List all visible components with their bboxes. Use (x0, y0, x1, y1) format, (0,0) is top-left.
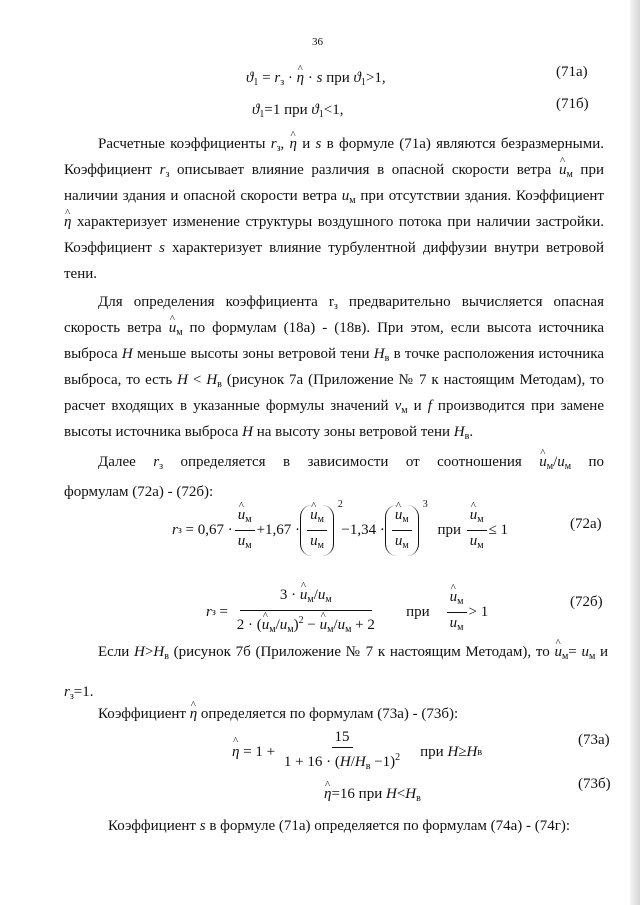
para1-line5: Коэффициент s характеризует влияние турбулентной диффузии внутри ветровой (64, 240, 604, 256)
para4-line1: Если $H>H_в$ (рисунок 7б (Приложение № 7 к настоящим Методам), то ^ $u_м= u_м$ и (98, 642, 608, 667)
para1-line3: наличии здания и опасной скорости ветра $u_м$ при отсутствии здания. Коэффициент (64, 188, 604, 206)
para3-line2: формулам (72а) - (72б): (64, 484, 214, 500)
scan-edge (630, 0, 640, 905)
para5-line1: Коэффициент ^ η определяется по формулам (73а) - (73б): (98, 704, 458, 724)
para4-line2: $r_з=1$. (64, 684, 94, 702)
equation-number-71a: (71а) (556, 64, 588, 80)
para2-line5: расчет входящих в указанные формулы значений $v_м$ и f производится при замене (64, 398, 604, 416)
para2-line2: скорость ветра ^ $u_м$ по формулам (18а) - (18в). При этом, если высота источника (64, 318, 604, 343)
para6-line1: Коэффициент s в формуле (71а) определяется по формулам (74а) - (74г): (108, 818, 571, 834)
page-number: 36 (312, 36, 323, 48)
para1-line2: Коэффициент $r_з$ описывает влияние различия в опасной скорости ветра ^ $u_м$ при (64, 160, 604, 185)
para1-line4: ^ η характеризует изменение структуры воздушного потока при наличии застройки. (64, 212, 604, 232)
para1-line1: Расчетные коэффициенты $r_з$, ^ η и s в формуле (71а) являются безразмерными. (98, 134, 604, 159)
para2-line6: высоты источника выброса H на высоту зоны ветровой тени $H_в$. (64, 424, 474, 442)
equation-number-71b: (71б) (556, 96, 589, 112)
para1-line6: тени. (64, 266, 98, 282)
equation-71b: $ϑ_1=1$ при $ϑ_1<1$, (252, 102, 344, 120)
equation-72b: r з = $\frac{3 \cdot \^{} u_м/u_м}{2 \cdot (\^{} u_м/u_м)^2 - \^{} u_м/u_м + 2}$ при ^ $\frac{u_м}{u_м}$ > 1 (206, 586, 488, 638)
equation-number-72a: (72а) (570, 516, 602, 532)
equation-number-72b: (72б) (570, 594, 603, 610)
para2-line1: Для определения коэффициента $r_з$ предварительно вычисляется опасная (98, 294, 604, 312)
equation-72a: r з = 0,67 · ^ $\frac{u_м}{u_м}$ +1,67 · ^ $\frac{u_м}{u_м}$ 2 −1,34 · ^ $\frac{u_м}{u_м}$ 3 при ^ $\frac{u_м}{u_м}$ ≤ 1 (172, 504, 508, 556)
para2-line3: выброса H меньше высоты зоны ветровой тени $H_в$ в точке расположения источника (64, 346, 604, 364)
equation-number-73b: (73б) (578, 776, 611, 792)
equation-71a: $ϑ_1 = r_з$ · ^ η · s при $ϑ_1>1$, (246, 68, 386, 93)
para3-line1: Далее $r_з$ определяется в зависимости от соотношения ^ $u_м/u_м$ по (98, 452, 604, 477)
equation-73b: ^ η=16 при $H<H_в$ (324, 784, 421, 809)
equation-73a: ^ η = 1 + $\frac{15}{1 + 16 \cdot (H/H_в -1)^2}$ при H ≥ H в (232, 728, 482, 776)
equation-number-73a: (73а) (578, 732, 610, 748)
para2-line4: выброса, то есть $H < H_в$ (рисунок 7а (Приложение № 7 к настоящим Методам), то (64, 372, 604, 390)
